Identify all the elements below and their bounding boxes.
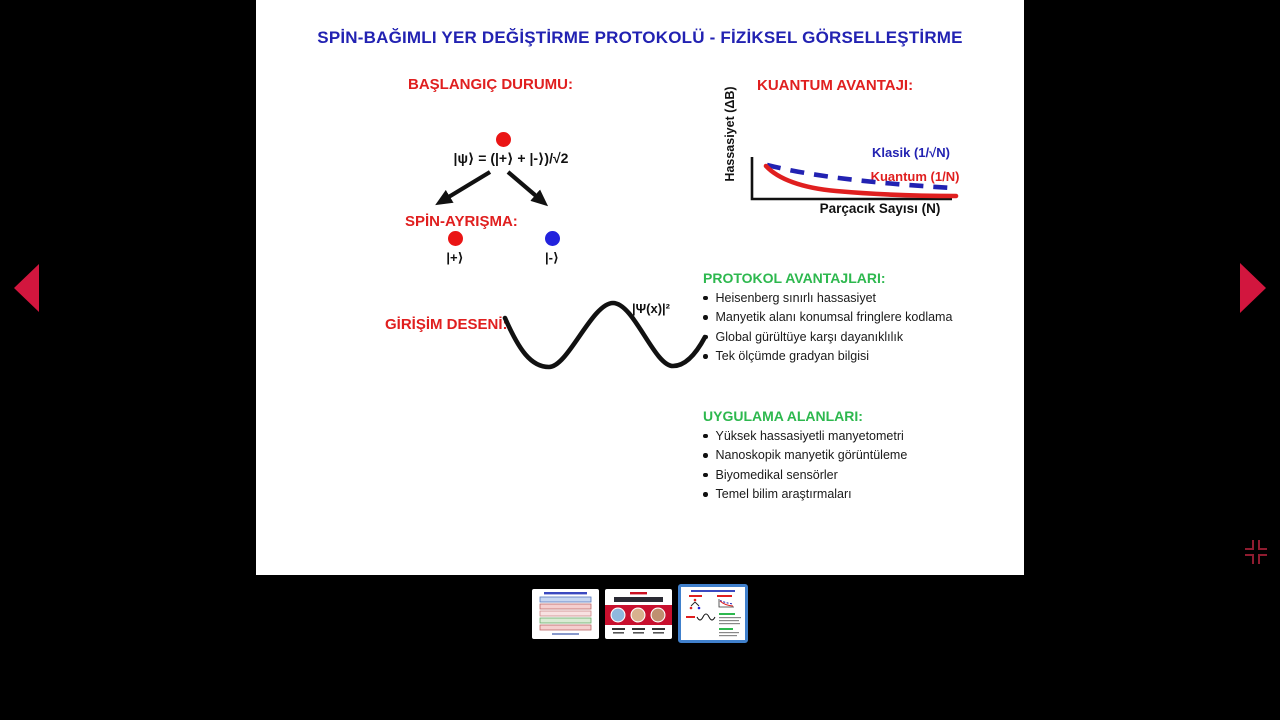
list-item-label: Temel bilim araştırmaları xyxy=(715,487,852,502)
protocol-advantages-list xyxy=(703,288,952,366)
thumbnail-slide-3-preview xyxy=(681,587,745,640)
interference-heading: GİRİŞİM DESENİ: xyxy=(385,316,508,333)
thumbnail-slide-2-preview xyxy=(605,589,672,639)
slide-title: SPİN-BAĞIMLI YER DEĞİŞTİRME PROTOKOLÜ - FİZİKSEL GÖRSELLEŞTİRME xyxy=(317,28,963,47)
spin-down-ket-label: |-⟩ xyxy=(545,250,559,265)
wavefunction-label: |Ψ(x)|² xyxy=(632,301,671,316)
bullet-dot xyxy=(703,335,708,340)
list-item xyxy=(703,347,952,367)
bullet-dot xyxy=(703,453,708,458)
thumbnail-slide-1-preview xyxy=(532,589,599,639)
spin-up-ket-label: |+⟩ xyxy=(446,250,464,265)
chart-y-axis-label: Hassasiyet (ΔB) xyxy=(723,86,737,182)
thumbnail-slide-2[interactable] xyxy=(605,589,672,639)
superposition-particle-dot xyxy=(496,132,511,147)
chart-x-axis-label: Parçacık Sayısı (N) xyxy=(819,201,941,216)
list-item xyxy=(703,308,952,328)
thumbnail-slide-3-selected[interactable] xyxy=(678,584,748,643)
quantum-advantage-heading: KUANTUM AVANTAJI: xyxy=(757,77,914,94)
list-item-label: Heisenberg sınırlı hassasiyet xyxy=(715,290,876,305)
applications-list xyxy=(703,426,907,504)
fullscreen-corner xyxy=(1245,554,1254,564)
fullscreen-corner xyxy=(1258,554,1267,564)
bullet-dot xyxy=(703,354,708,359)
thumbnail-strip xyxy=(0,584,1280,643)
list-item-label: Manyetik alanı konumsal fringlere kodlama xyxy=(715,310,953,325)
initial-state-heading: BAŞLANGIÇ DURUMU: xyxy=(408,76,573,93)
list-item xyxy=(703,465,907,485)
prev-slide-button[interactable] xyxy=(14,264,39,312)
interference-wave-curve xyxy=(505,303,705,367)
legend-classical: Klasik (1/√N) xyxy=(872,145,950,160)
fullscreen-corner xyxy=(1245,540,1254,550)
list-item xyxy=(703,426,907,446)
fullscreen-toggle-icon[interactable] xyxy=(1245,540,1268,565)
list-item-label: Biyomedikal sensörler xyxy=(715,467,838,482)
bullet-dot xyxy=(703,492,708,497)
list-item xyxy=(703,485,907,505)
state-formula: |ψ⟩ = (|+⟩ + |-⟩)/√2 xyxy=(453,150,569,166)
spin-down-particle-dot xyxy=(545,231,560,246)
list-item-label: Global gürültüye karşı dayanıklılık xyxy=(715,329,904,344)
spin-up-particle-dot xyxy=(448,231,463,246)
spin-separation-heading: SPİN-AYRIŞMA: xyxy=(405,213,518,230)
thumbnail-slide-1[interactable] xyxy=(532,589,599,639)
split-arrow-right xyxy=(508,172,542,201)
list-item xyxy=(703,446,907,466)
bullet-dot xyxy=(703,315,708,320)
legend-quantum: Kuantum (1/N) xyxy=(870,169,960,184)
list-item xyxy=(703,288,952,308)
list-item-label: Yüksek hassasiyetli manyetometri xyxy=(715,428,904,443)
applications-heading: UYGULAMA ALANLARI: xyxy=(703,408,863,424)
split-arrow-left xyxy=(442,172,490,201)
slide-canvas xyxy=(256,0,1024,575)
list-item xyxy=(703,327,952,347)
bullet-dot xyxy=(703,296,708,301)
next-slide-button[interactable] xyxy=(1240,263,1266,313)
bullet-dot xyxy=(703,434,708,439)
fullscreen-corner xyxy=(1258,540,1267,550)
list-item-label: Nanoskopik manyetik görüntüleme xyxy=(715,448,908,463)
protocol-advantages-heading: PROTOKOL AVANTAJLARI: xyxy=(703,270,886,286)
list-item-label: Tek ölçümde gradyan bilgisi xyxy=(715,349,870,364)
bullet-dot xyxy=(703,473,708,478)
